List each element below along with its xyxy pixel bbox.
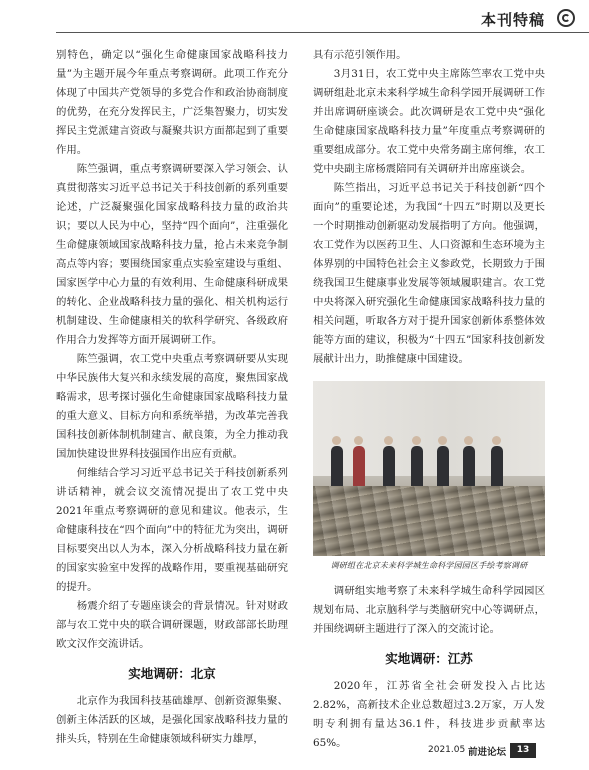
body-paragraph: 何维结合学习习近平总书记关于科技创新系列讲话精神，就会议交流情况提出了农工党中央2021年重点考察调研的意见和建议。他表示，生命健康科技在“四个面向”中的特征尤为突出，调研目标要突出以人为本，深入分析战略科技力量在新的国家实验室中发挥的战略作用，要重视基础研究的提升。 — [56, 467, 288, 593]
header-rule — [56, 32, 589, 33]
photo-wall — [313, 381, 545, 476]
body-paragraph: 陈竺指出，习近平总书记关于科技创新“四个面向”的重要论述，为我国“十四五”时期以及更长一个时期推动创新驱动发展指明了方向。他强调，农工党作为以医药卫生、人口资源和生态环境为主体界别的中国特色社会主义参政党，长期致力于围绕我国卫生健康事业发展等领域履职建言。农工党中央将深入研究强化生命健康国家战略科技力量的相关问题，听取各方对于提升国家创新体系整体效能等方面的建议，积极为“十四五”国家科技创新发展献计出力，助推健康中国建设。 — [313, 182, 545, 365]
body-paragraph: 陈竺强调，农工党中央重点考察调研要从实现中华民族伟大复兴和永续发展的高度，聚焦国家战略需求，思考探讨强化生命健康国家战略科技力量的重大意义、目标方向和系统举措，为改革完善我国科技创新体制机制建言、献良策，为全力推动我国加快建设世界科技强国作出应有贡献。 — [56, 353, 288, 460]
photo-caption: 调研组在北京未来科学城生命科学园园区手绘考察调研 — [330, 561, 528, 570]
left-column — [56, 46, 288, 749]
photo-person-head — [354, 436, 363, 445]
page-number: 13 — [510, 743, 536, 758]
photo-person-head — [384, 436, 393, 445]
issue-date: 2021.05 — [428, 745, 466, 755]
body-paragraph: 北京作为我国科技基础雄厚、创新资源集聚、创新主体活跃的区域，是强化国家战略科技力量的排头兵，特别在生命健康领域科研实力雄厚， — [56, 695, 288, 745]
body-paragraph: 3月31日，农工党中央主席陈竺率农工党中央调研组赴北京未来科学城生命科学园开展调研工作并出席调研座谈会。此次调研是农工党中央“强化生命健康国家战略科技力量”年度重点考察调研的重要组成部分。农工党中央常务副主席何维，农工党中央副主席杨震陪同有关调研并出席座谈会。 — [313, 68, 545, 175]
body-paragraph: 2020年，江苏省全社会研发投入占比达2.82%，高新技术企业总数超过3.2万家，万人发明专利拥有量达36.1件，科技进步贡献率达65%。 — [313, 680, 545, 749]
magazine-logo-icon — [557, 9, 575, 27]
article-photo — [313, 381, 545, 556]
page-footer — [0, 742, 589, 762]
photo-person-head — [332, 436, 341, 445]
section-heading-beijing: 实地调研：北京 — [128, 666, 216, 681]
photo-person-head — [464, 436, 473, 445]
section-heading-jiangsu: 实地调研：江苏 — [385, 651, 473, 666]
photo-person-head — [492, 436, 501, 445]
body-paragraph: 具有示范引领作用。 — [313, 49, 407, 61]
column-title: 本刊特稿 — [480, 11, 545, 29]
body-paragraph: 调研组实地考察了未来科学城生命科学园园区规划布局、北京脑科学与类脑研究中心等调研点，并围绕调研主题进行了深入的交流讨论。 — [313, 585, 545, 635]
body-paragraph: 别特色，确定以“强化生命健康国家战略科技力量”为主题开展今年重点考察调研。此项工作充分体现了中国共产党领导的多党合作和政治协商制度的优势，在充分发挥民主，广泛集智聚力，切实发挥民主党派建言资政与凝聚共识方面都起到了重要作用。 — [56, 49, 288, 156]
photo-person-head — [412, 436, 421, 445]
page-header — [0, 0, 589, 34]
body-paragraph: 杨震介绍了专题座谈会的背景情况。针对财政部与农工党中央的联合调研课题，财政部部长助理欧文汉作交流讲话。 — [56, 600, 288, 650]
right-column — [313, 46, 545, 753]
body-paragraph: 陈竺强调，重点考察调研要深入学习领会、认真贯彻落实习近平总书记关于科技创新的系列重要论述，广泛凝聚强化国家战略科技力量的政治共识；要以人民为中心，坚持“四个面向”，注重强化生命健康领域国家战略科技力量，抢占未来竞争制高点等内容；要围绕国家重点实验室建设与重组、国家医学中心力量的有效利用、生命健康科研成果的转化、企业战略科技力量的强化、相关机构运行机制建设、生命健康相关的软科学研究、各级政府作用合力发挥等方面开展调研工作。 — [56, 163, 288, 346]
publication-name: 前进论坛 — [468, 747, 507, 758]
photo-person-head — [438, 436, 447, 445]
photo-city-model — [313, 486, 545, 556]
